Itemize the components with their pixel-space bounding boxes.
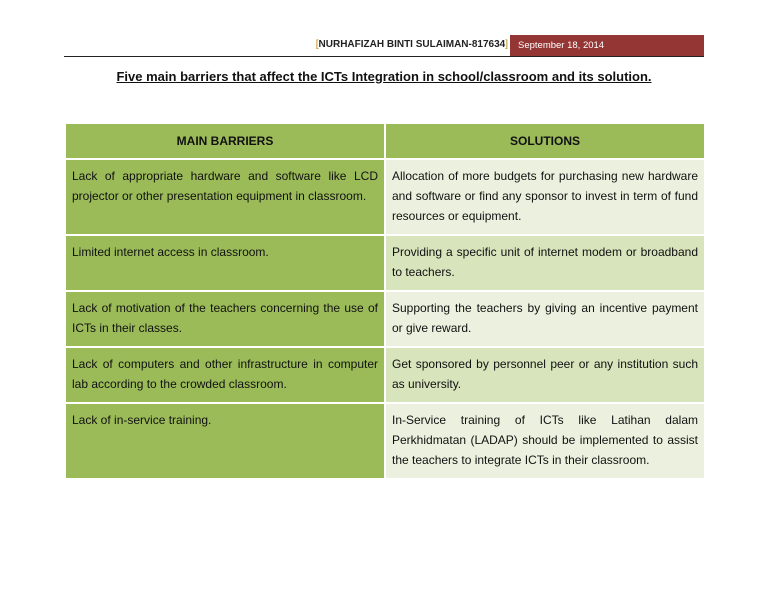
solution-cell: In-Service training of ICTs like Latihan dalam Perkhidmatan (LADAP) should be implemented to assist the teachers to integrate ICTs in their classroom. — [385, 403, 705, 479]
barrier-cell: Lack of motivation of the teachers concerning the use of ICTs in their classes. — [65, 291, 385, 347]
barriers-solutions-table — [64, 122, 706, 480]
barrier-cell: Limited internet access in classroom. — [65, 235, 385, 291]
header-date: September 18, 2014 — [510, 35, 704, 56]
author-name: NURHAFIZAH BINTI SULAIMAN-817634 — [318, 39, 506, 50]
document-title: Five main barriers that affect the ICTs Integration in school/classroom and its solution. — [116, 69, 652, 84]
header-author: [NURHAFIZAH BINTI SULAIMAN-817634] — [315, 39, 508, 50]
solution-cell: Providing a specific unit of internet modem or broadband to teachers. — [385, 235, 705, 291]
page-header — [64, 35, 704, 57]
table-row — [65, 291, 705, 347]
header-main-barriers: MAIN BARRIERS — [65, 123, 385, 159]
solution-cell: Get sponsored by personnel peer or any institution such as university. — [385, 347, 705, 403]
table-row — [65, 159, 705, 235]
barrier-cell: Lack of computers and other infrastructure in computer lab according to the crowded classroom. — [65, 347, 385, 403]
table-header-row — [65, 123, 705, 159]
solution-cell: Allocation of more budgets for purchasing new hardware and software or find any sponsor to invest in term of fund resources or equipment. — [385, 159, 705, 235]
barrier-cell: Lack of appropriate hardware and software like LCD projector or other presentation equipment in classroom. — [65, 159, 385, 235]
solution-cell: Supporting the teachers by giving an incentive payment or give reward. — [385, 291, 705, 347]
table-row — [65, 235, 705, 291]
table-row — [65, 403, 705, 479]
barrier-cell: Lack of in-service training. — [65, 403, 385, 479]
header-solutions: SOLUTIONS — [385, 123, 705, 159]
table-row — [65, 347, 705, 403]
